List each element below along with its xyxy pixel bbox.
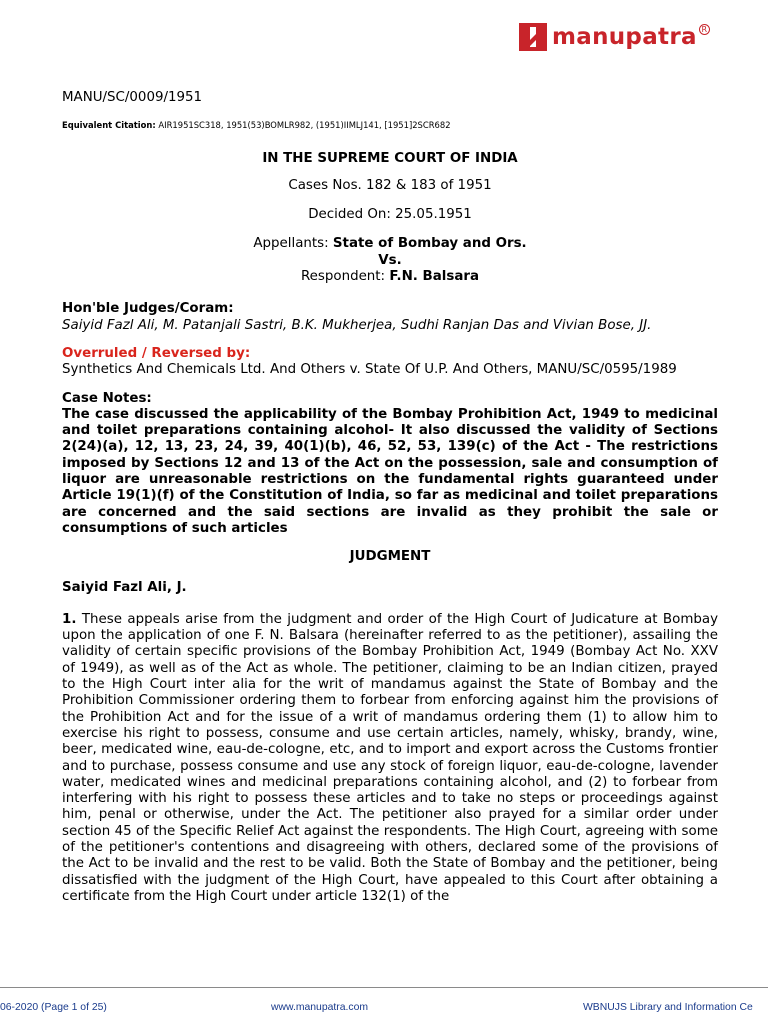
paragraph-text: These appeals arise from the judgment and order of the High Court of Judicature at Bombay upon the application of one F. N. Balsara (hereinafter referred to as the petitioner), assailing the validity of certain specific provisions of the Bombay Prohibition Act, 1949 (Bombay Act No. XXV of 1949), as well as of the Act as whole. The petitioner, claiming to be an Indian citizen, prayed to the High Court inter alia for the writ of mandamus against the State of Bombay and the Prohibition Commissioner ordering them to forbear from enforcing against him the provisions of the Prohibition Act and for the issue of a writ of mandamus ordering them (1) to allow him to exercise his right to possess, consume and use certain articles, namely, whisky, brandy, wine, beer, medicated wine, eau-de-cologne, etc, and to import and export across the Customs frontier and to purchase, possess consume and use any stock of foreign liquor, eau-de-cologne, lavender water, medicated wines and medicinal preparations containing alcohol, and (2) to forbear from interfering with his right to possess these articles and to take no steps or proceedings against him, penal or otherwise, under the Act. The petitioner also prayed for a similar order under section 45 of the Specific Relief Act against the respondents. The High Court, agreeing with some of the petitioner's contentions and disagreeing with others, declared some of the provisions of the Act to be invalid and the rest to be valid. Both the State of Bombay and the petitioner, being dissatisfied with the judgment of the High Court, have appealed to this Court after obtaining a certificate from the High Court under article 132(1) of the — [62, 611, 718, 904]
equivalent-citation — [62, 117, 718, 133]
footer-library-credit: WBNUJS Library and Information Ce — [583, 1002, 753, 1013]
manupatra-logo-icon — [518, 22, 548, 52]
case-notes-text: The case discussed the applicability of the Bombay Prohibition Act, 1949 to medicinal and toilet preparations containing alcohol- It also discussed the validity of Sections 2(24)(a), 12, 13, 23, 24, 39, 40(1)(b), 46, 52, 53, 139(c) of the Act - The restrictions imposed by Sections 12 and 13 of the Act on the possession, sale and consumption of liquor are unreasonable restrictions on the fundamental rights guaranteed under Article 19(1)(f) of the Constitution of India, so far as medicinal and toilet preparations are concerned and the said sections are invalid as they prohibit the sale or consumptions of such articles — [62, 406, 718, 536]
case-numbers: Cases Nos. 182 & 183 of 1951 — [288, 177, 492, 193]
overruled-by[interactable]: Synthetics And Chemicals Ltd. And Others v. State Of U.P. And Others, MANU/SC/0595/1989 — [62, 362, 677, 378]
versus: Vs. — [378, 252, 402, 268]
case-notes-label: Case Notes: — [62, 390, 152, 406]
judgment-heading: JUDGMENT — [349, 549, 431, 565]
equivalent-citation-label: Equivalent Citation: — [62, 120, 156, 131]
footer-divider — [0, 987, 768, 988]
overruled-label: Overruled / Reversed by: — [62, 345, 251, 361]
manu-citation: MANU/SC/0009/1951 — [62, 90, 203, 105]
footer-page-info: 06-2020 (Page 1 of 25) — [0, 1002, 107, 1013]
parties — [62, 236, 718, 285]
decided-date: Decided On: 25.05.1951 — [308, 207, 472, 223]
paragraph-1 — [62, 612, 718, 905]
appellants-label: Appellants: — [253, 236, 329, 252]
respondent-line — [62, 269, 718, 285]
respondent-value: F.N. Balsara — [389, 269, 480, 285]
footer-website-link[interactable]: www.manupatra.com — [271, 1002, 369, 1013]
judges-list: Saiyid Fazl Ali, M. Patanjali Sastri, B.K. Mukherjea, Sudhi Ranjan Das and Vivian Bose, JJ. — [62, 317, 652, 333]
paragraph-number: 1. — [62, 611, 77, 627]
document-body — [62, 90, 718, 905]
logo-wordmark: manupatra — [552, 24, 697, 50]
appellants-value: State of Bombay and Ors. — [332, 236, 527, 252]
judges-label: Hon'ble Judges/Coram: — [62, 301, 234, 317]
manupatra-logo — [518, 22, 710, 52]
appellants-line — [62, 236, 718, 252]
judge-name: Saiyid Fazl Ali, J. — [62, 579, 187, 595]
court-name: IN THE SUPREME COURT OF INDIA — [262, 150, 518, 166]
equivalent-citation-value: AIR1951SC318, 1951(53)BOMLR982, (1951)IIMLJ141, [1951]2SCR682 — [158, 120, 451, 131]
registered-mark: R — [699, 24, 710, 35]
respondent-label: Respondent: — [300, 269, 386, 285]
